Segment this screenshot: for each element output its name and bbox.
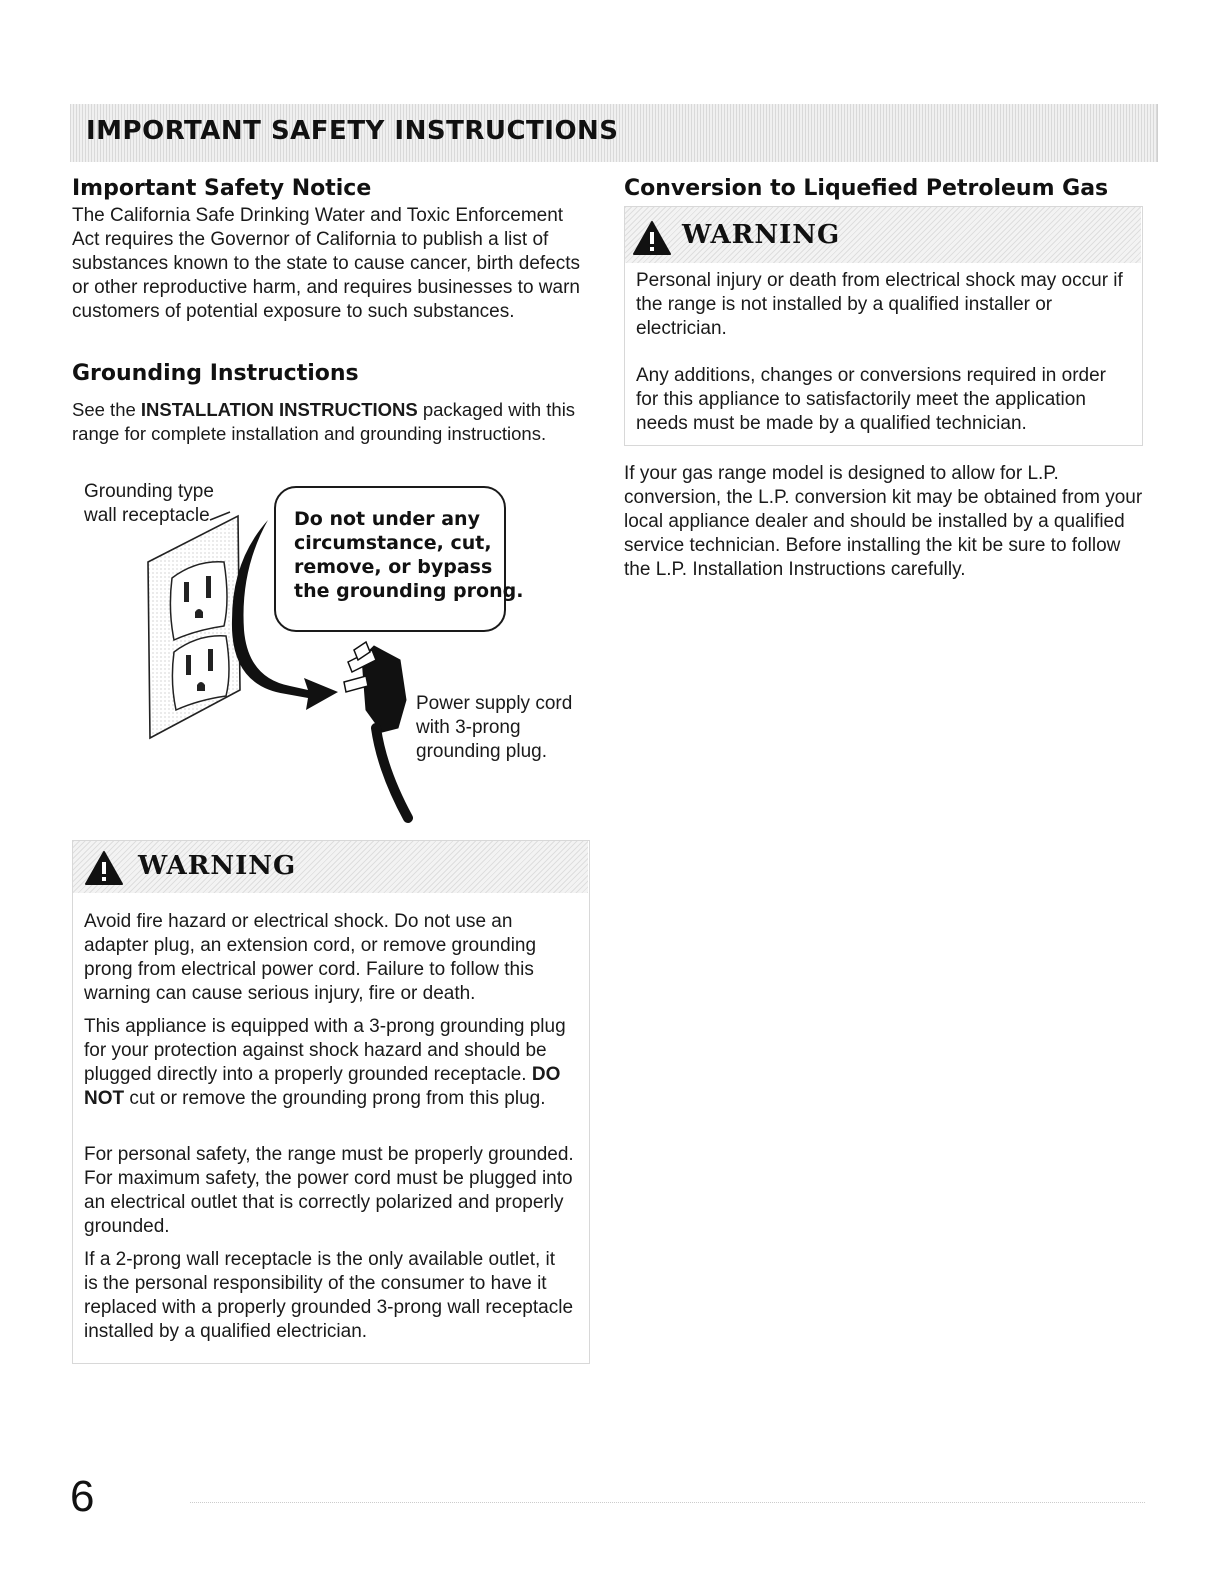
warning-right-p2: Any additions, changes or conversions required in order for this appliance to satisfactorily meet the application needs must be made by a qualified technician. (636, 365, 1106, 434)
callout-line2: circumstance, cut, (294, 532, 492, 554)
warning-left-p3: For personal safety, the range must be properly grounded. For maximum safety, the power cord must be plugged into an electrical outlet that is correctly polarized and properly grounded. (84, 1144, 574, 1237)
grounding-text-prefix: See the (72, 399, 141, 420)
warning-triangle-icon (84, 850, 124, 886)
warning-left-p4: If a 2-prong wall receptacle is the only available outlet, it is the personal responsibility of the consumer to have it replaced with a properly grounded 3-prong wall receptacle installed by a qualified electrician. (84, 1249, 574, 1342)
page-number: 6 (70, 1472, 95, 1521)
grounding-heading: Grounding Instructions (72, 361, 359, 386)
warning-left-p2-prefix: This appliance is equipped with a 3-prong grounding plug for your protection against shock hazard and should be plugged directly into a properly grounded receptacle. (84, 1016, 566, 1085)
lp-conversion-heading: Conversion to Liquefied Petroleum Gas (624, 176, 1109, 201)
cord-label-line3: grounding plug. (416, 741, 547, 762)
callout-line1: Do not under any (294, 508, 480, 530)
warning-left-p2 (84, 1015, 574, 1111)
warning-right-p1: Personal injury or death from electrical shock may occur if the range is not installed by a qualified installer or electrician. (636, 270, 1123, 339)
grounding-text-suffix: packaged with this range for complete installation and grounding instructions. (72, 399, 576, 444)
cord-label (416, 692, 572, 764)
callout-line4: the grounding prong. (294, 580, 524, 602)
cord-label-line1: Power supply cord (416, 693, 573, 714)
installation-instructions-ref: INSTALLATION INSTRUCTIONS (140, 399, 418, 420)
receptacle-label-line1: Grounding type (84, 481, 214, 502)
warning-left-p2-suffix: cut or remove the grounding prong from this plug. (124, 1088, 546, 1109)
cord-icon (376, 728, 408, 818)
page-title: IMPORTANT SAFETY INSTRUCTIONS (86, 116, 619, 146)
cord-label-line2: with 3-prong (416, 717, 521, 738)
grounding-text (72, 398, 602, 446)
footer-rule (190, 1502, 1145, 1503)
callout-line3: remove, or bypass (294, 556, 493, 578)
warning-title-right: WARNING (682, 220, 841, 250)
notice-text: The California Safe Drinking Water and Toxic Enforcement Act requires the Governor of California to publish a list of substances known to the state to cause cancer, birth defects or other reproductive harm, and requires businesses to warn customers of potential exposure to such substances. (72, 205, 581, 322)
lp-conversion-text: If your gas range model is designed to allow for L.P. conversion, the L.P. conversion kit may be obtained from your local appliance dealer and should be installed by a qualified service technician. Before installing the kit be sure to follow the L.P. Installation Instructions carefully. (624, 463, 1143, 580)
warning-title-left: WARNING (138, 851, 297, 881)
warning-left-p1: Avoid fire hazard or electrical shock. Do not use an adapter plug, an extension cord, or remove grounding prong from electrical power cord. Failure to follow this warning can cause serious injury, fire or death. (84, 911, 537, 1004)
callout-text (294, 507, 523, 603)
do-not-emphasis: DO NOT (84, 1064, 561, 1109)
notice-heading: Important Safety Notice (72, 176, 372, 201)
warning-triangle-icon (632, 220, 672, 256)
receptacle-label-line2: wall receptacle (84, 505, 210, 526)
